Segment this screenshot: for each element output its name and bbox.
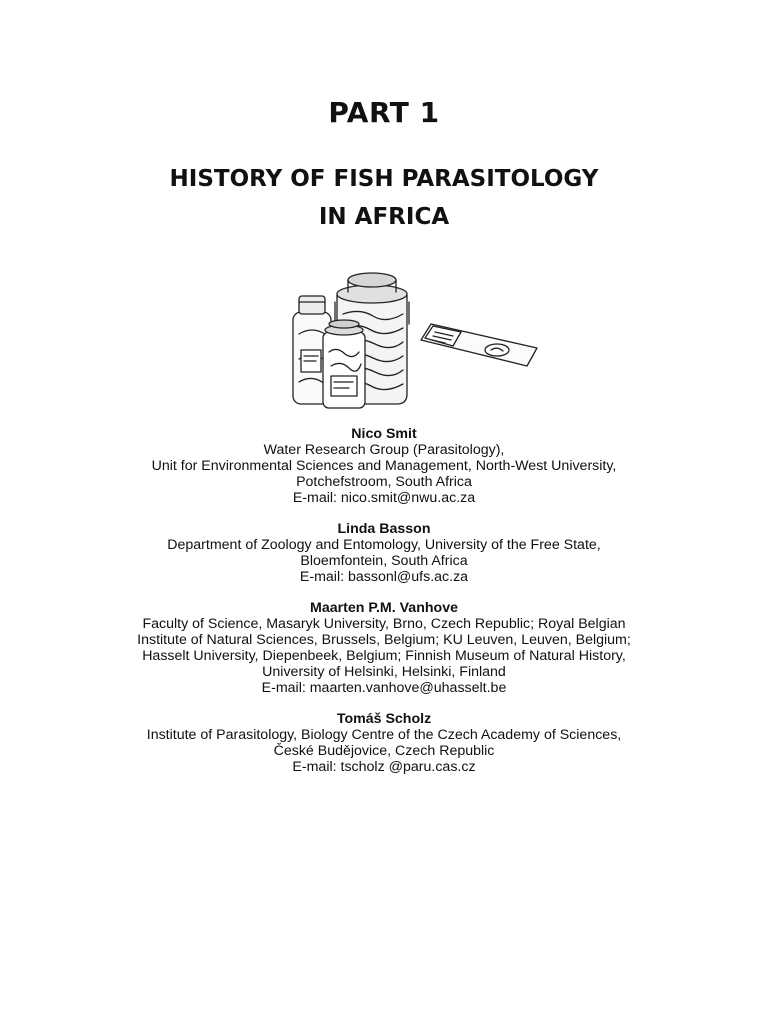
author-block-4: [0, 711, 768, 775]
author-list: [0, 426, 768, 790]
microscope-slide-icon: [421, 324, 537, 366]
specimen-jar-front-icon: [323, 320, 365, 408]
author-name: Linda Basson: [337, 521, 431, 537]
affiliation-line: Potchefstroom, South Africa: [296, 474, 472, 490]
affiliation-line: České Budějovice, Czech Republic: [273, 743, 495, 759]
affiliation-line: Hasselt University, Diepenbeek, Belgium; Finnish Museum of Natural History,: [142, 648, 626, 664]
affiliation-line: Unit for Environmental Sciences and Management, North-West University,: [151, 458, 617, 474]
affiliation-line: Bloemfontein, South Africa: [300, 553, 468, 569]
affiliation-line: Water Research Group (Parasitology),: [263, 442, 505, 458]
author-name: Maarten P.M. Vanhove: [310, 600, 458, 616]
part-title: PART 1: [328, 96, 440, 129]
author-block-2: [0, 521, 768, 585]
affiliation-line: Department of Zoology and Entomology, University of the Free State,: [167, 537, 601, 553]
author-block-1: [0, 426, 768, 506]
chapter-title-line-1: HISTORY OF FISH PARASITOLOGY: [169, 166, 599, 192]
affiliation-line: University of Helsinki, Helsinki, Finland: [262, 664, 506, 680]
author-block-3: [0, 600, 768, 696]
affiliation-line: Faculty of Science, Masaryk University, Brno, Czech Republic; Royal Belgian: [142, 616, 626, 632]
chapter-title: [0, 160, 768, 236]
specimen-jars-illustration: [285, 264, 545, 414]
author-name: Nico Smit: [351, 426, 417, 442]
author-email: E-mail: tscholz @paru.cas.cz: [292, 759, 476, 775]
chapter-title-line-2: IN AFRICA: [318, 204, 450, 230]
author-email: E-mail: bassonl@ufs.ac.za: [299, 569, 469, 585]
affiliation-line: Institute of Natural Sciences, Brussels, Belgium; KU Leuven, Leuven, Belgium;: [137, 632, 631, 648]
author-name: Tomáš Scholz: [336, 711, 432, 727]
author-email: E-mail: nico.smit@nwu.ac.za: [292, 490, 476, 506]
author-email: E-mail: maarten.vanhove@uhasselt.be: [261, 680, 507, 696]
affiliation-line: Institute of Parasitology, Biology Centre of the Czech Academy of Sciences,: [146, 727, 622, 743]
